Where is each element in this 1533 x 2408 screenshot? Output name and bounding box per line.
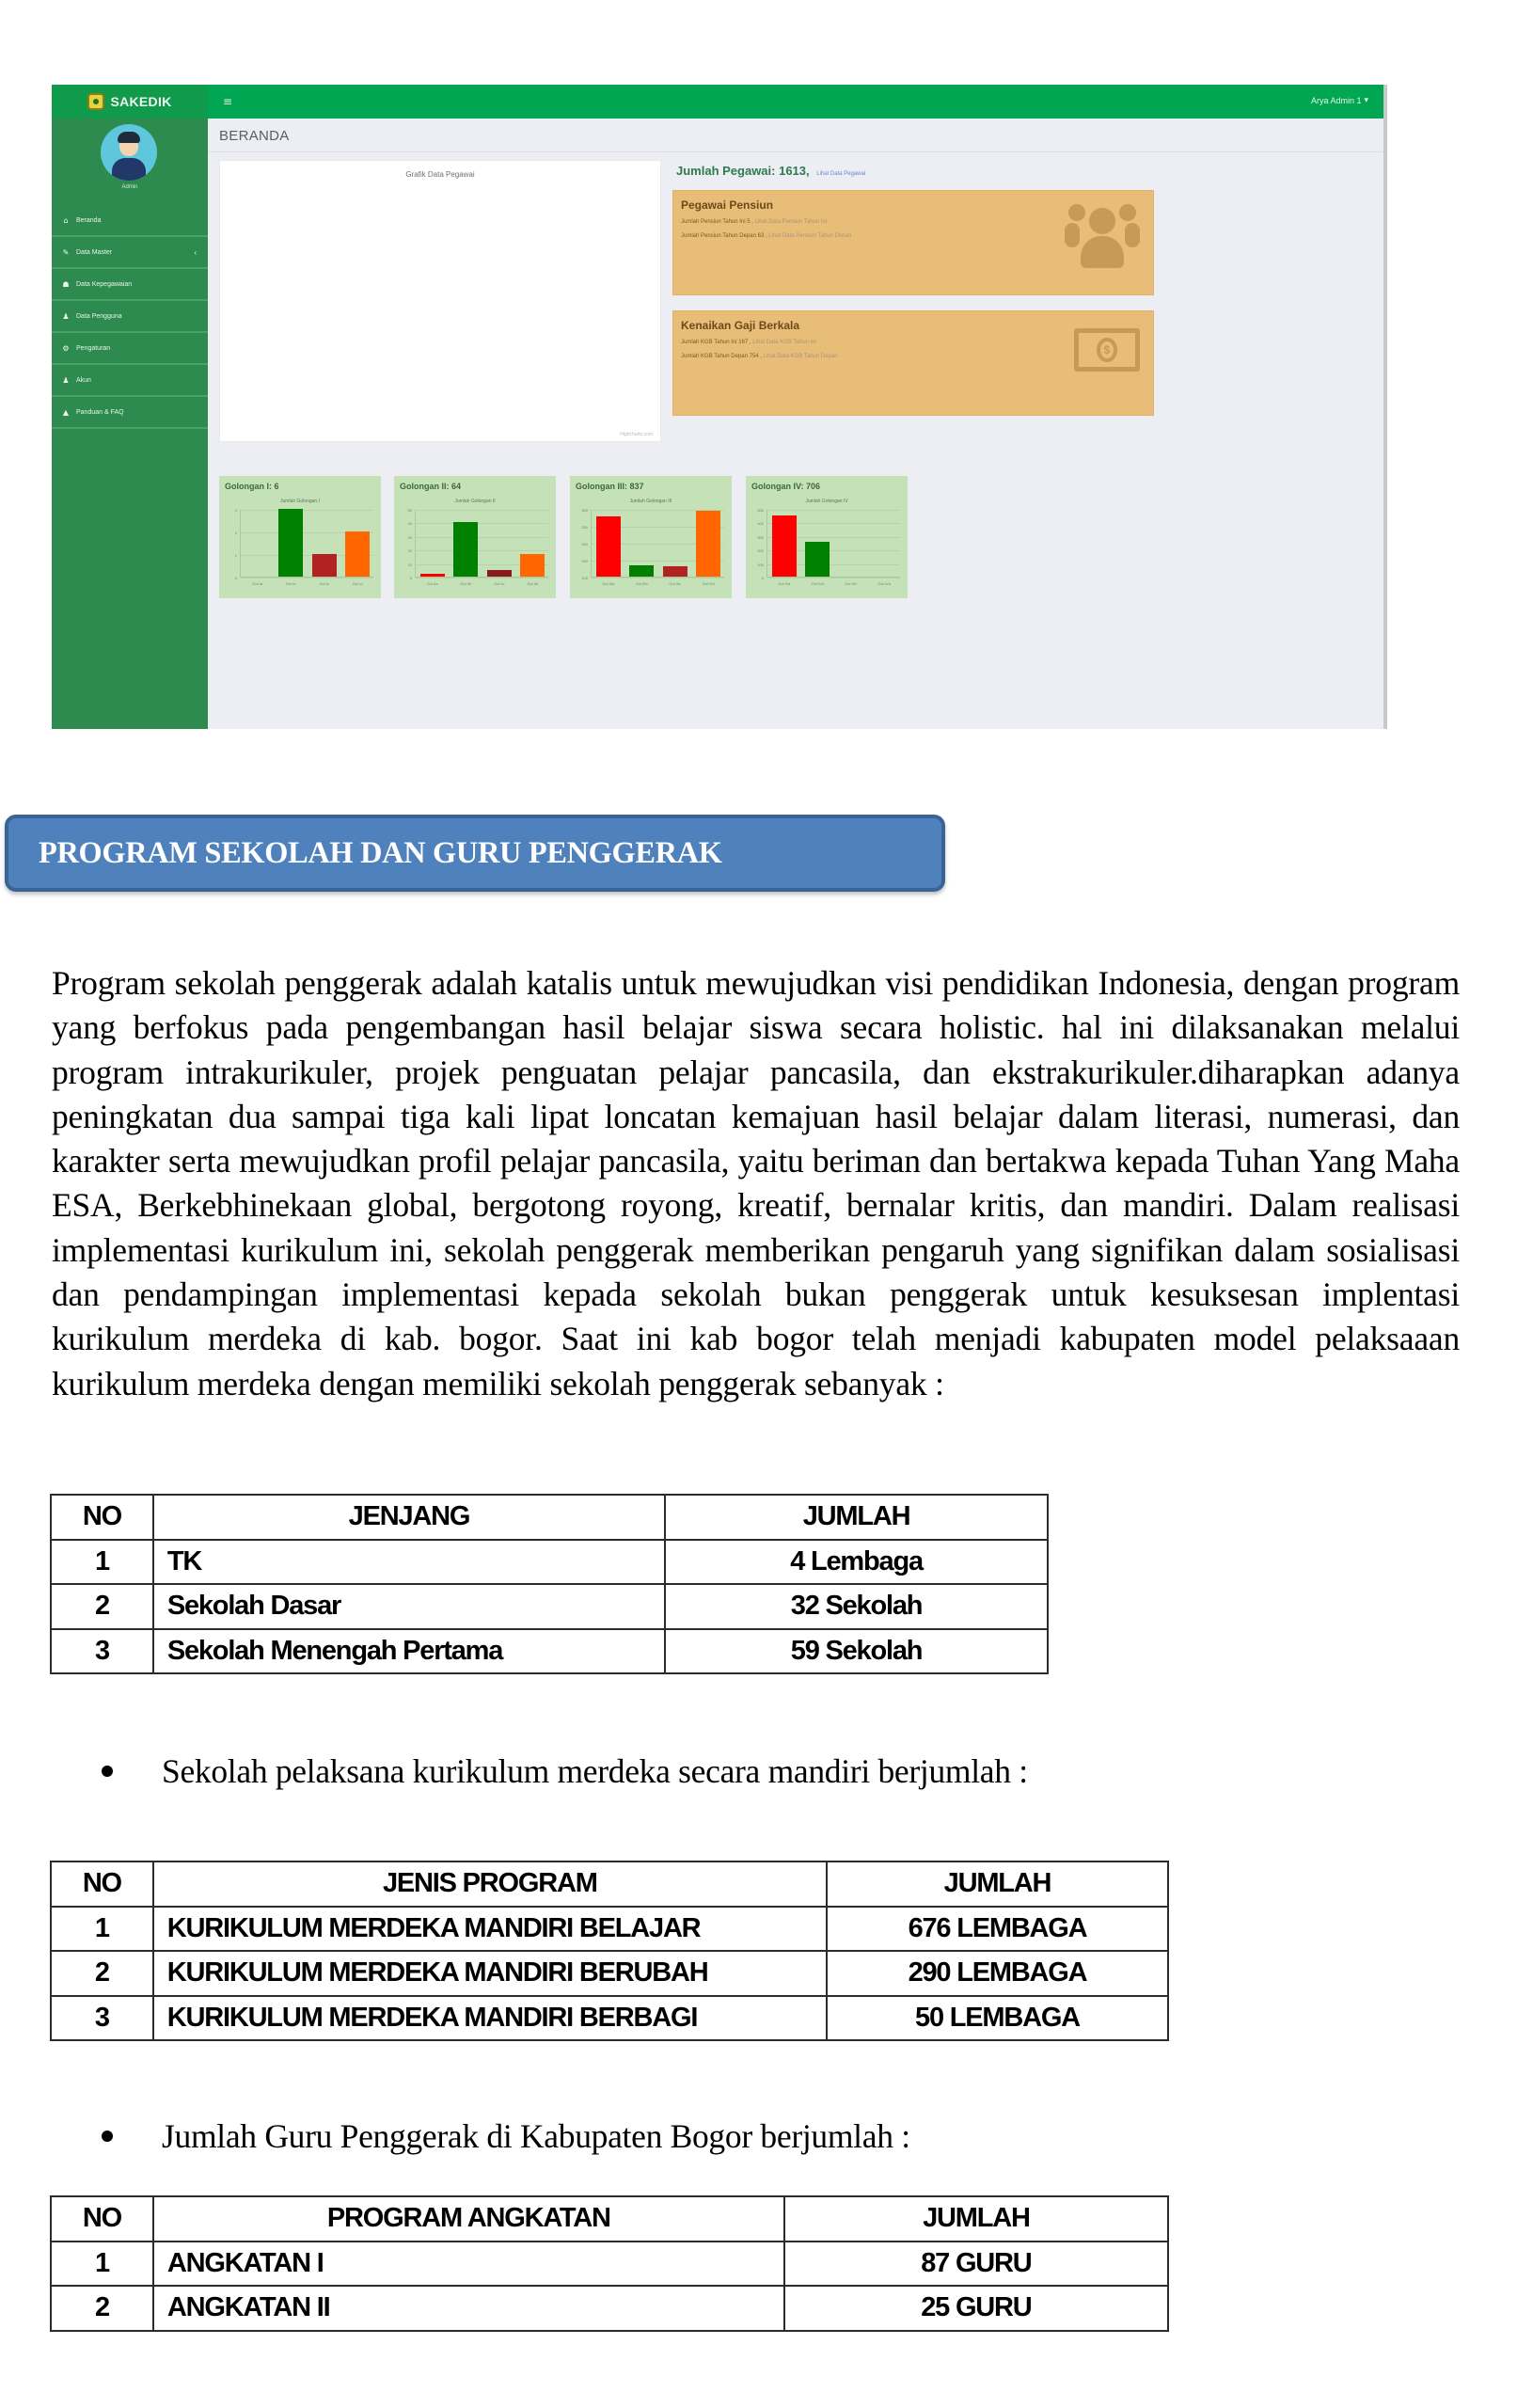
y-tick-label: 200 (757, 548, 764, 554)
home-icon: ⌂ (63, 215, 69, 225)
header-cell: JUMLAH (827, 1861, 1168, 1907)
sidebar-item-label: Pengaturan (76, 344, 111, 352)
bar[interactable] (805, 542, 830, 577)
bar[interactable] (453, 522, 478, 577)
table-row: 2 ANGKATAN II 25 GURU (51, 2286, 1168, 2331)
y-tick-label: 40 (407, 521, 412, 527)
bullet-item (102, 1751, 1028, 1791)
total-employees-label: Jumlah Pegawai: 1613, (676, 164, 810, 178)
users-group-icon (1065, 200, 1140, 270)
chart-subtitle: Jumlah Golongan III (629, 499, 672, 504)
x-tick-label: Gol IIIa (602, 581, 615, 586)
x-tick-label: Gol IIIc (669, 581, 682, 586)
view-employees-link[interactable]: Lihat Data Pegawai (816, 171, 866, 177)
avatar (101, 124, 157, 181)
user-icon: ♟ (62, 311, 70, 321)
chevron-left-icon: ‹ (194, 247, 197, 257)
y-tick-label: 3 (234, 508, 237, 513)
y-tick-label: 1 (234, 553, 237, 558)
table-header-row (51, 2196, 1168, 2242)
y-tick-label: 500 (757, 508, 764, 513)
bar[interactable] (696, 511, 720, 577)
table-row: 1 KURIKULUM MERDEKA MANDIRI BELAJAR 676 LEMBAGA (51, 1907, 1168, 1952)
y-tick-label: 300 (581, 508, 588, 513)
x-tick-label: Gol IIa (426, 581, 438, 586)
sidebar-item-label: Beranda (76, 216, 102, 224)
y-tick-label: 10 (407, 562, 412, 567)
bar-plot (407, 508, 548, 586)
main-content (208, 119, 1383, 729)
body-paragraph: Program sekolah penggerak adalah katalis untuk mewujudkan visi pendidikan Indonesia, dengan program yang berfokus pada pengembangan hasil belajar siswa secara holistic. hal ini dilaksanakan melalui program intrakurikuler, projek penguatan pelajar pancasila, dan ekstrakurikuler.diharapkan adanya peningkatan dua sampai tiga kali lipat loncatan kemajuan hasil belajar dalam literasi, numerasi, dan karakter serta mewujudkan profil pelajar pancasila, yaitu beriman dan bertakwa kepada Tuhan Yang Maha ESA, Berkebhinekaan global, bergotong royong, kreatif, bernalar kritis, dan mandiri. Dalam realisasi implementasi kurikulum ini, sekolah penggerak memberikan pengaruh yang signifikan dalam sosialisasi dan pendampingan implementasi kepada sekolah bukan penggerak untuk kesuksesan implentasi kurikulum merdeka di kab. bogor. Saat ini kab bogor telah menjadi kabupaten model pelaksaaan kurikulum merdeka dengan memiliki sekolah penggerak sebanyak : (52, 964, 1460, 1402)
pension-next-year: Jumlah Pensiun Tahun Depan 63 , Lihat Data Pensiun Tahun Depan (681, 233, 852, 239)
bar-plot (581, 508, 724, 586)
x-tick-label: Gol IIIb (635, 581, 648, 586)
sidebar-item-label: Panduan & FAQ (76, 408, 124, 416)
header-cell: JENJANG (153, 1495, 665, 1540)
gridline (416, 550, 548, 551)
bar[interactable] (772, 515, 797, 577)
chart-subtitle: Jumlah Golongan IV (805, 499, 848, 504)
sidebar-item-beranda[interactable] (52, 205, 208, 237)
chevron-down-icon: ▾ (1364, 95, 1368, 104)
bar[interactable] (629, 565, 654, 577)
user-menu[interactable] (1311, 95, 1368, 105)
gear-icon: ⚙ (62, 343, 70, 353)
total-employees (672, 160, 1154, 190)
chart-subtitle: Jumlah Golongan I (280, 499, 320, 504)
golongan-i-card (219, 476, 381, 598)
bar[interactable] (596, 516, 621, 577)
sidebar-item-label: Akun (76, 376, 91, 384)
header-cell: PROGRAM ANGKATAN (153, 2196, 784, 2242)
gridline (416, 510, 548, 511)
header-cell: NO (51, 2196, 153, 2242)
x-tick-label: Gol IIb (460, 581, 472, 586)
section-heading-text: PROGRAM SEKOLAH DAN GURU PENGGERAK (39, 835, 722, 870)
x-tick-label: Gol IVa (778, 581, 791, 586)
table-angkatan (50, 2195, 1169, 2332)
x-tick-label: Gol IId (527, 581, 539, 586)
header-cell: NO (51, 1495, 153, 1540)
sidebar-item-pengaturan[interactable] (52, 333, 208, 365)
kgb-this-year: Jumlah KGB Tahun Ini 167 , Lihat Data KGB Tahun Ini (681, 340, 816, 345)
gridline (416, 537, 548, 538)
avatar-label: Admin (121, 184, 138, 190)
x-tick-label: Gol IVd (877, 581, 891, 586)
golongan-iv-card (746, 476, 908, 598)
y-tick-label: 400 (757, 521, 764, 527)
y-tick-label: 200 (581, 542, 588, 547)
golongan-title: Golongan III: 837 (576, 482, 644, 491)
y-tick-label: 0 (234, 576, 237, 580)
header-cell: JENIS PROGRAM (153, 1861, 827, 1907)
page-title: BERANDA (208, 119, 1383, 152)
table-header-row (51, 1861, 1168, 1907)
chart-subtitle: Jumlah Golongan II (454, 499, 496, 504)
x-tick-label: Gol IIId (702, 581, 715, 586)
pension-this-year-link[interactable]: Lihat Data Pensiun Tahun Ini (754, 219, 828, 225)
table-header-row (51, 1495, 1048, 1540)
money-icon: $ (1074, 321, 1140, 372)
sidebar-item-label: Data Kepegawaian (76, 280, 133, 288)
employee-chart-panel (219, 160, 661, 442)
bar[interactable] (278, 509, 303, 577)
warning-icon: ▲ (62, 407, 70, 417)
pension-this-year: Jumlah Pensiun Tahun Ini 5 , Lihat Data Pensiun Tahun Ini (681, 219, 828, 225)
golongan-title: Golongan II: 64 (400, 482, 462, 491)
y-tick-label: 150 (581, 559, 588, 563)
bullet-icon (102, 1766, 113, 1777)
table-row: 2 Sekolah Dasar 32 Sekolah (51, 1584, 1048, 1629)
bar[interactable] (420, 574, 445, 577)
y-tick-label: 0 (409, 576, 412, 580)
chart-credit[interactable]: Highcharts.com (620, 432, 653, 437)
bar[interactable] (312, 554, 337, 577)
gridline (416, 523, 548, 524)
gridline (241, 510, 373, 511)
header-cell: NO (51, 1861, 153, 1907)
bullet-text: Sekolah pelaksana kurikulum merdeka secara mandiri berjumlah : (162, 1752, 1028, 1790)
app-screenshot (52, 85, 1387, 729)
section-heading (5, 815, 945, 892)
sidebar-item-label: Data Pengguna (76, 312, 122, 320)
y-tick-label: 50 (407, 508, 412, 513)
x-tick-label: Gol Ib (285, 581, 296, 586)
table-row: 1 TK 4 Lembaga (51, 1540, 1048, 1585)
y-tick-label: 20 (407, 548, 412, 554)
salary-increase-title: Kenaikan Gaji Berkala (681, 319, 800, 332)
y-tick-label: 0 (761, 576, 764, 580)
x-tick-label: Gol IVb (811, 581, 824, 586)
sidebar-item-label: Data Master (76, 248, 113, 256)
table-row: 3 KURIKULUM MERDEKA MANDIRI BERBAGI 50 LEMBAGA (51, 1996, 1168, 2041)
person-icon: ♟ (62, 375, 70, 385)
pension-card (672, 190, 1154, 295)
sidebar-item-akun[interactable] (52, 365, 208, 397)
bullet-text: Jumlah Guru Penggerak di Kabupaten Bogor berjumlah : (162, 2117, 910, 2155)
golongan-charts (219, 476, 1150, 598)
sidebar (52, 119, 208, 729)
users-icon: ☗ (62, 279, 70, 289)
table-row: 3 Sekolah Menengah Pertama 59 Sekolah (51, 1629, 1048, 1674)
sidebar-item-data-master[interactable] (52, 237, 208, 269)
table-jenjang (50, 1494, 1049, 1674)
salary-increase-card (672, 310, 1154, 416)
y-tick-label: 300 (757, 534, 764, 540)
table-row: 2 KURIKULUM MERDEKA MANDIRI BERUBAH 290 LEMBAGA (51, 1951, 1168, 1996)
sidebar-item-panduan-faq[interactable] (52, 397, 208, 429)
golongan-ii-card (394, 476, 556, 598)
kgb-this-year-link[interactable]: Lihat Data KGB Tahun Ini (752, 340, 816, 345)
user-name: Arya Admin 1 (1310, 95, 1362, 105)
bar-plot (234, 508, 373, 586)
sidebar-item-data-kepegawaian[interactable] (52, 269, 208, 301)
bar-plot (757, 508, 900, 586)
golongan-iii-card (570, 476, 732, 598)
x-tick-label: Gol IIc (493, 581, 505, 586)
kgb-next-year: Jumlah KGB Tahun Depan 754 , Lihat Data KGB Tahun Depan (681, 354, 838, 359)
golongan-title: Golongan IV: 706 (751, 482, 821, 491)
hamburger-icon[interactable]: ≡ (223, 95, 233, 108)
chart-title: Grafik Data Pegawai (405, 170, 475, 179)
x-tick-label: Gol Ic (319, 581, 329, 586)
header-cell: JUMLAH (665, 1495, 1048, 1540)
y-tick-label: 30 (407, 534, 412, 540)
brand[interactable] (52, 85, 208, 119)
y-tick-label: 100 (581, 576, 588, 580)
bar[interactable] (487, 570, 512, 577)
x-tick-label: Gol Ia (252, 581, 263, 586)
pension-next-year-link[interactable]: Lihat Data Pensiun Tahun Depan (768, 233, 852, 239)
golongan-title: Golongan I: 6 (225, 482, 279, 491)
x-tick-label: Gol IVc (845, 581, 858, 586)
bar[interactable] (345, 531, 370, 577)
bullet-icon (102, 2131, 113, 2142)
bar[interactable] (663, 566, 687, 577)
table-row: 1 ANGKATAN I 87 GURU (51, 2242, 1168, 2287)
y-tick-label: 100 (757, 562, 764, 567)
x-tick-label: Gol Id (352, 581, 363, 586)
edit-icon: ✎ (62, 247, 70, 257)
bullet-item (102, 2116, 910, 2156)
summary-panel (672, 160, 1154, 431)
y-tick-label: 250 (581, 525, 588, 530)
sidebar-nav (52, 205, 208, 429)
gridline (767, 510, 900, 511)
bar[interactable] (520, 554, 545, 577)
pension-title: Pegawai Pensiun (681, 198, 774, 212)
y-tick-label: 2 (234, 531, 237, 535)
brand-name: SAKEDIK (110, 94, 172, 109)
kgb-next-year-link[interactable]: Lihat Data KGB Tahun Depan (763, 354, 838, 359)
top-navbar (52, 85, 1383, 119)
logo-icon (87, 93, 104, 110)
table-jenis-program (50, 1861, 1169, 2041)
sidebar-item-data-pengguna[interactable] (52, 301, 208, 333)
header-cell: JUMLAH (784, 2196, 1168, 2242)
